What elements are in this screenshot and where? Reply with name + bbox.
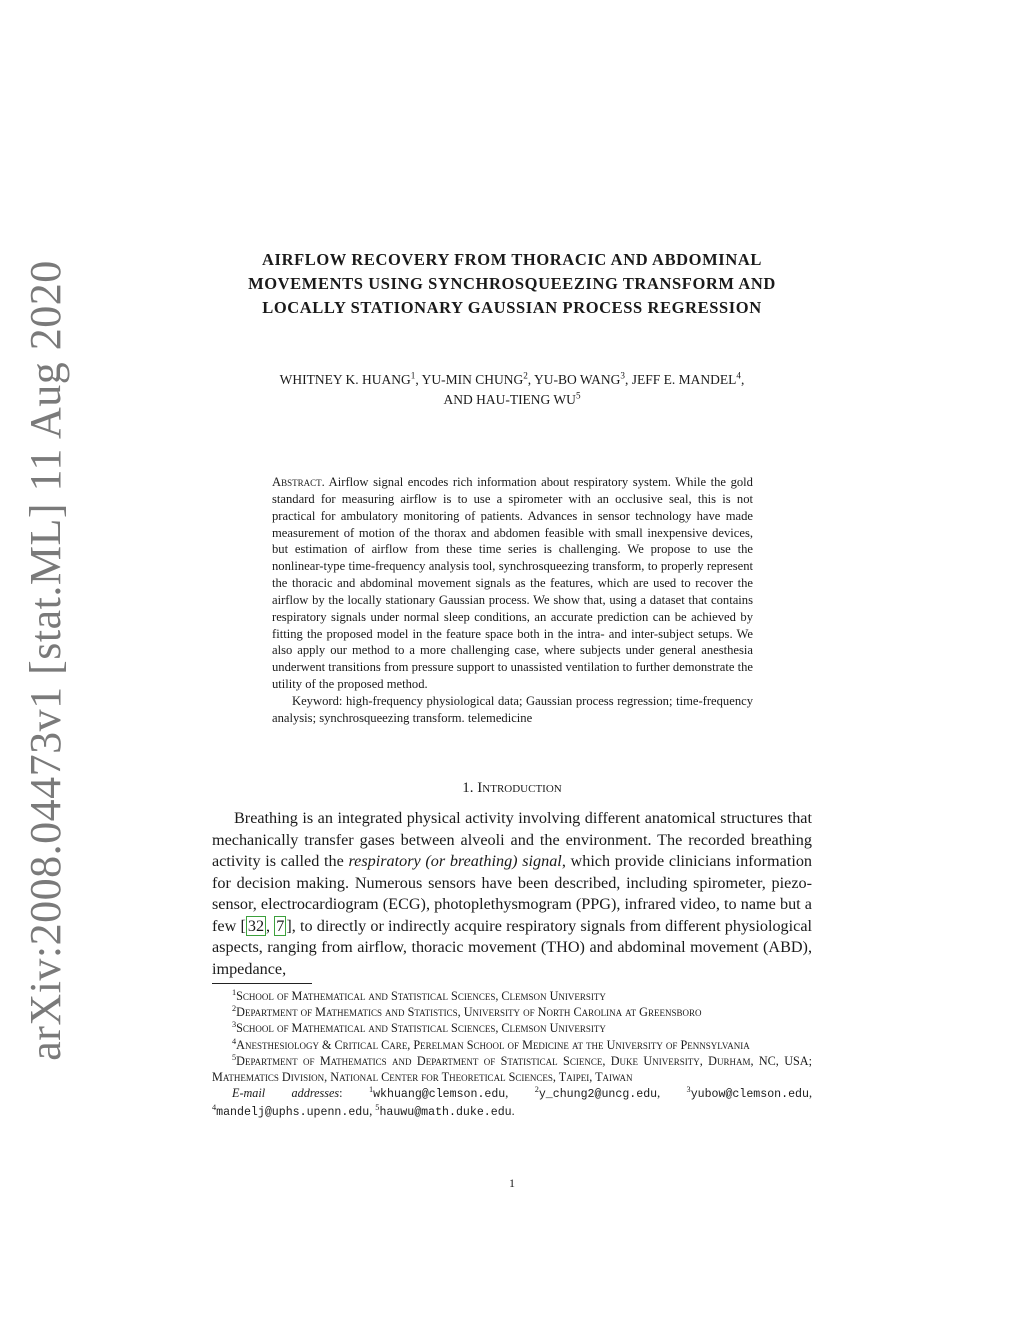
author: YU-MIN CHUNG$^2$, [421,370,535,387]
arxiv-stamp [15,259,75,1061]
author: YU-BO WANG$^3$, [534,370,632,387]
footnote-affiliation: $^2$Department of Mathematics and Statistics, University of North Carolina at Greensboro [232,1004,702,1020]
abstract-text: Airflow signal encodes rich information about respiratory system. While the gold standard for measuring airflow is to use a spirometer with an occlusive seal, this is not practical for ambulatory monitoring of patients. Advances in sensor technology have made measurement of motion of the thorax and abdomen feasible with small inexpensive devices, but estimation of airflow from these time series is challenging. We propose to use the nonlinear-type time-frequency analysis tool, synchrosqueezing transform, to properly represent the thoracic and abdominal movement signals as the features, which are used to recover the airflow by the locally stationary Gaussian process. We show that, using a dataset that contains respiratory signals under normal sleep conditions, an accurate prediction can be achieved by fitting the proposed model in the feature space both in the intra- and inter-subject setups. We also apply our method to a more challenging case, where subjects under general anesthesia underwent transitions from pressure support to unassisted ventilation to further demonstrate the utility of the proposed method. [272,475,753,692]
paper-title: AIRFLOW RECOVERY FROM THORACIC AND ABDOMINAL MOVEMENTS USING SYNCHROSQUEEZING TRANSFORM AND LOCALLY STATIONARY GAUSSIAN PROCESS REGRESSION [248,250,776,317]
author-list [212,370,812,410]
email-link[interactable]: y_chung2@uncg.edu [538,1088,658,1102]
footnote-affiliation: $^3$School of Mathematical and Statistical Sciences, Clemson University [232,1020,606,1036]
citation-link[interactable]: 7 [276,916,285,935]
email-link[interactable]: mandelj@uphs.upenn.edu [216,1106,370,1120]
abstract-heading: Abstract. [272,475,325,489]
emphasis-text: respiratory (or breathing) signal [348,852,562,870]
author: JEFF E. MANDEL$^4$, [631,370,745,387]
citation-link[interactable]: 32 [247,916,265,935]
footnote-emails: E-mail addresses: $^1$wkhuang@clemson.edu, $^2$y_chung2@uncg.edu, $^3$yubow@clemson.edu, $^4$mandelj@uphs.upenn.edu, $^5$hauwu@math.duke.edu. [212,1085,813,1120]
author: WHITNEY K. HUANG$^1$, [279,370,422,387]
email-link[interactable]: hauwu@math.duke.edu [379,1106,512,1120]
page-number: 1 [509,1176,515,1190]
introduction-paragraph: Breathing is an integrated physical activity involving different anatomical structures that mechanically transfer gases between alveoli and the environment. The recorded breathing activity is called the respiratory (or breathing) signal, which provide clinicians information for decision making. Numerous sensors have been described, including spirometer, piezo-sensor, electrocardiogram (ECG), photoplethysmogram (PPG), infrared video, to name but a few [ 32 , 7 ], to directly or indirectly acquire respiratory signals from different physiological aspects, ranging from airflow, thoracic movement (THO) and abdominal movement (ABD), impedance, [212,809,813,978]
footnote-affiliation: $^5$Department of Mathematics and Department of Statistical Science, Duke University, Durham, NC, USA; Mathematics Division, National Center for Theoretical Sciences, Taipei, Taiwan [212,1052,812,1085]
email-link[interactable]: yubow@clemson.edu [690,1088,809,1102]
footnote-rule [212,983,312,984]
author: AND HAU-TIENG $WU^5$ [443,390,581,407]
footnote-affiliation: $^4$Anesthesiology & Critical Care, Perelman School of Medicine at the University of Pennsylvania [232,1036,750,1052]
keywords: Keyword: high-frequency physiological data; Gaussian process regression; time-frequency analysis; synchrosqueezing transform. telemedicine [272,693,753,725]
footnotes [212,988,812,1122]
email-link[interactable]: wkhuang@clemson.edu [373,1088,506,1102]
section-heading: 1. Introduction [462,780,562,796]
footnote-affiliation: $^1$School of Mathematical and Statistical Sciences, Clemson University [232,987,606,1003]
arxiv-stamp-text: arXiv:2008.04473v1 [stat.ML] 11 Aug 2020 [20,259,70,1061]
abstract [272,474,753,727]
